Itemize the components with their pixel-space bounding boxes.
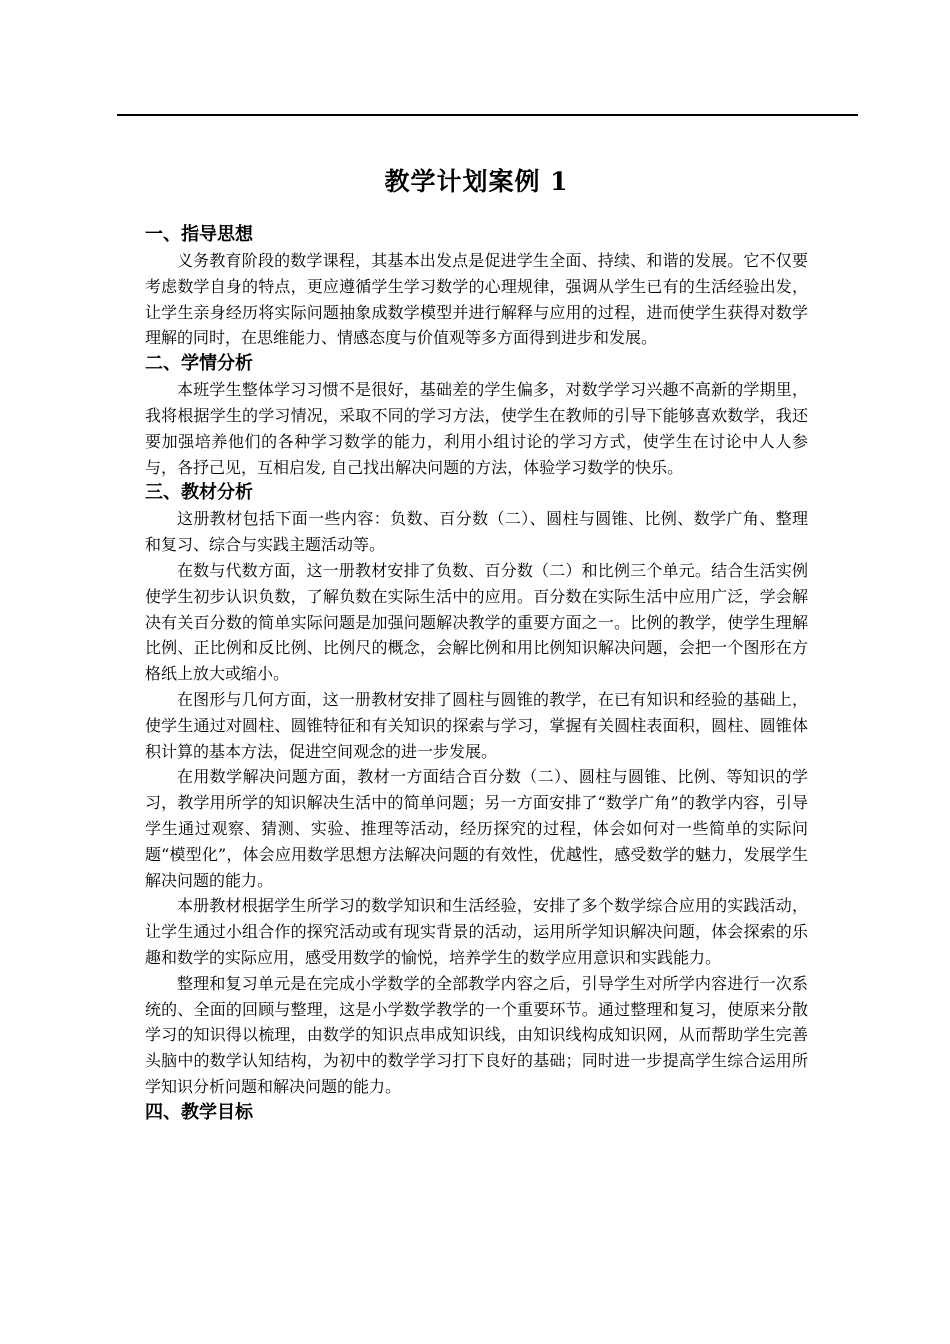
paragraph: 本班学生整体学习习惯不是很好，基础差的学生偏多，对数学学习兴趣不高新的学期里，我将根据学生的学习情况，采取不同的学习方法，使学生在教师的引导下能够喜欢数学，我还要加强培养他们的各种学习数学的能力，利用小组讨论的学习方式，使学生在讨论中人人参与，各抒己见，互相启发, 自己找出解决问题的方法，体验学习数学的快乐。 bbox=[145, 380, 808, 477]
paragraph: 整理和复习单元是在完成小学数学的全部教学内容之后，引导学生对所学内容进行一次系统的、全面的回顾与整理，这是小学数学教学的一个重要环节。通过整理和复习，使原来分散学习的知识得以梳理，由数学的知识点串成知识线，由知识线构成知识网，从而帮助学生完善头脑中的数学认知结构，为初中的数学学习打下良好的基础；同时进一步提高学生综合运用所学知识分析问题和解决问题的能力。 bbox=[145, 973, 808, 1096]
paragraph: 义务教育阶段的数学课程，其基本出发点是促进学生全面、持续、和谐的发展。它不仅要考虑数学自身的特点，更应遵循学生学习数学的心理规律，强调从学生已有的生活经验出发，让学生亲身经历将实际问题抽象成数学模型并进行解释与应用的过程，进而使学生获得对数学理解的同时，在思维能力、情感态度与价值观等多方面得到进步和发展。 bbox=[145, 251, 808, 348]
document-body bbox=[145, 160, 808, 1126]
section-guiding-ideology bbox=[145, 222, 808, 351]
document-title: 教学计划案例 1 bbox=[384, 167, 569, 196]
section-student-analysis bbox=[145, 351, 808, 480]
paragraph: 在图形与几何方面，这一册教材安排了圆柱与圆锥的教学，在已有知识和经验的基础上，使学生通过对圆柱、圆锥特征和有关知识的探索与学习，掌握有关圆柱表面积，圆柱、圆锥体积计算的基本方法，促进空间观念的进一步发展。 bbox=[145, 689, 808, 761]
section-teaching-objectives bbox=[145, 1100, 808, 1126]
section-heading: 四、教学目标 bbox=[145, 1101, 253, 1123]
paragraph: 在用数学解决问题方面，教材一方面结合百分数（二）、圆柱与圆锥、比例、等知识的学习，教学用所学的知识解决生活中的简单问题；另一方面安排了“数学广角”的教学内容，引导学生通过观察、猜测、实验、推理等活动，经历探究的过程，体会如何对一些简单的实际问题“模型化”，体会应用数学思想方法解决问题的有效性，优越性，感受数学的魅力，发展学生解决问题的能力。 bbox=[145, 767, 808, 890]
paragraph: 在数与代数方面，这一册教材安排了负数、百分数（二）和比例三个单元。结合生活实例使学生初步认识负数，了解负数在实际生活中的应用。百分数在实际生活中应用广泛，学会解决有关百分数的简单实际问题是加强问题解决教学的重要方面之一。比例的教学，使学生理解比例、正比例和反比例、比例尺的概念，会解比例和用比例知识解决问题，会把一个图形在方格纸上放大或缩小。 bbox=[145, 560, 808, 684]
header-rule bbox=[117, 114, 858, 116]
section-heading: 一、指导思想 bbox=[145, 224, 253, 245]
section-textbook-analysis bbox=[145, 480, 808, 1099]
section-heading: 二、学情分析 bbox=[145, 353, 253, 375]
paragraph: 这册教材包括下面一些内容：负数、百分数（二）、圆柱与圆锥、比例、数学广角、整理和复习、综合与实践主题活动等。 bbox=[145, 509, 808, 555]
section-heading: 三、教材分析 bbox=[145, 482, 253, 504]
paragraph: 本册教材根据学生所学习的数学知识和生活经验，安排了多个数学综合应用的实践活动，让学生通过小组合作的探究活动或有现实背景的活动，运用所学知识解决问题，体会探索的乐趣和数学的实际应用，感受用数学的愉悦，培养学生的数学应用意识和实践能力。 bbox=[145, 896, 808, 967]
